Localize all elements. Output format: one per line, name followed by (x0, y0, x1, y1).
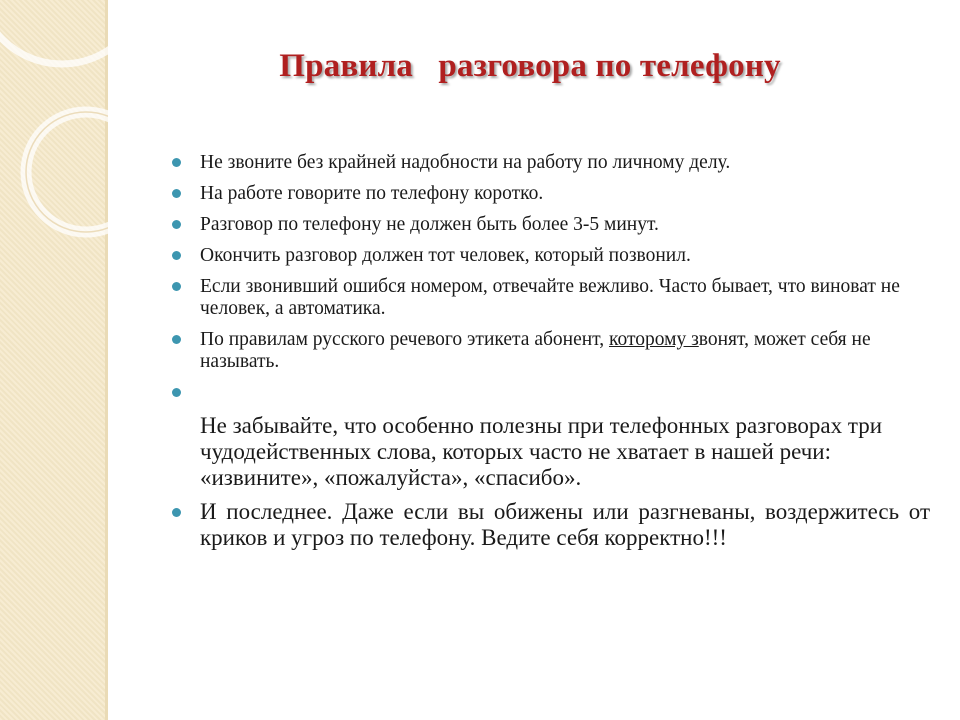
list-item-text-end: вонят, может себя не называть. (200, 329, 871, 372)
list-item (170, 413, 930, 491)
list-item-text: И последнее. Даже если вы обижены или разгневаны, воздержитесь от криков и угроз по телефону. Ведите себя корректно!!! (200, 499, 930, 550)
list-item-text: На работе говорите по телефону коротко. (200, 183, 544, 204)
bullet-icon (172, 251, 181, 260)
decorative-circles (0, 0, 108, 260)
bullet-icon (172, 220, 181, 229)
underlined-text: которому з (608, 329, 699, 350)
list-item-text: Разговор по телефону не должен быть более 3-5 минут. (200, 214, 659, 235)
list-item-text: Не звоните без крайней надобности на работу по личному делу. (200, 152, 731, 173)
page-title: Правила разговора по телефону (279, 48, 781, 84)
list-item (170, 329, 930, 373)
list-item-text-start: По правилам русского речевого этикета абонент, (200, 329, 609, 350)
list-item-text: Окончить разговор должен тот человек, который позвонил. (200, 245, 691, 266)
bullet-icon (172, 158, 181, 167)
list-item (170, 245, 930, 267)
list-item-text: Не забывайте, что особенно полезны при телефонных разговорах три чудодейственных слова, которых часто не хватает в нашей речи: «извините», «пожалуйста», «спасибо». (200, 413, 883, 490)
bullet-icon (172, 189, 181, 198)
bullet-icon (172, 388, 181, 397)
list-item (170, 183, 930, 205)
rules-list (170, 152, 930, 559)
empty-list-item (170, 382, 930, 404)
bullet-icon (172, 282, 181, 291)
bullet-icon (172, 335, 181, 344)
bullet-icon (172, 508, 181, 517)
list-item (170, 276, 930, 320)
list-item-text: Если звонивший ошибся номером, отвечайте вежливо. Часто бывает, что виноват не человек, а автоматика. (200, 276, 900, 319)
list-item (170, 214, 930, 236)
list-item (170, 152, 930, 174)
list-item (170, 499, 930, 551)
